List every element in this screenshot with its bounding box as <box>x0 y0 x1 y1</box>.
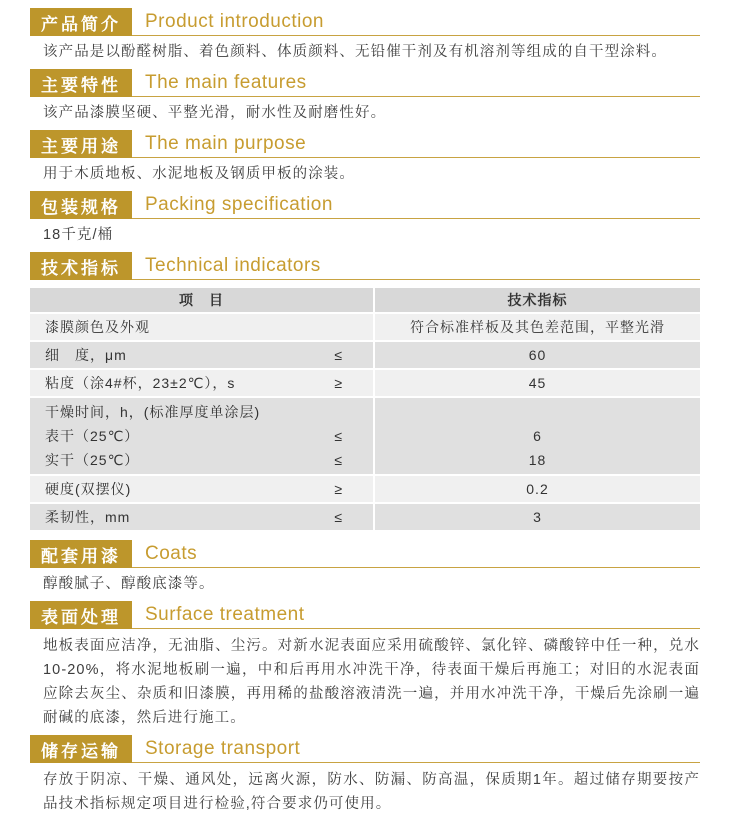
table-row-viscosity <box>30 370 700 396</box>
table-header-item: 项 目 <box>30 288 373 312</box>
section-badge-cn: 产品简介 <box>30 8 132 36</box>
section-title-en: Storage transport <box>145 737 301 759</box>
group-label: 干燥时间，h，(标准厚度单涂层) <box>45 404 261 420</box>
section-title-en: Technical indicators <box>145 254 321 276</box>
row-label: 实干（25℃） <box>45 452 140 468</box>
row-label: 粘度（涂4#杯，23±2℃），s <box>45 375 236 391</box>
section-body-text: 地板表面应洁净，无油脂、尘污。对新水泥表面应采用硫酸锌、氯化锌、磷酸锌中任一种，兑水10-20%，将水泥地板刷一遍，中和后再用水冲洗干净，待表面干燥后再施工；对旧的水泥表面应除去灰尘、杂质和旧漆膜，再用稀的盐酸溶液清洗一遍，并用水冲洗干净，干燥后先涂刷一遍耐碱的底漆，然后进行施工。 <box>43 638 700 726</box>
section-title-en: Packing specification <box>145 193 333 215</box>
row-comparator: ≤ <box>334 452 343 468</box>
section-title-underline <box>132 130 700 158</box>
table-row-fineness <box>30 342 700 368</box>
section-surface-treatment <box>30 601 700 730</box>
section-header <box>30 735 700 763</box>
section-header <box>30 8 700 36</box>
section-title-en: The main purpose <box>145 132 307 154</box>
row-label: 细 度，μm <box>45 347 127 363</box>
row-comparator: ≥ <box>334 481 343 497</box>
row-value: 0.2 <box>375 476 700 502</box>
section-badge-cn: 表面处理 <box>30 601 132 629</box>
section-body-text: 用于木质地板、水泥地板及钢质甲板的涂装。 <box>43 166 355 182</box>
technical-indicators-table <box>30 288 700 530</box>
section-badge-cn: 技术指标 <box>30 252 132 280</box>
table-row-flexibility <box>30 504 700 530</box>
section-title-underline <box>132 8 700 36</box>
row-label: 表干（25℃） <box>45 428 140 444</box>
section-main-purpose <box>30 130 700 184</box>
section-header <box>30 69 700 97</box>
table-row-hardness <box>30 476 700 502</box>
table-row-color-appearance <box>30 314 700 340</box>
section-packing-specification <box>30 191 700 245</box>
row-value: 60 <box>375 342 700 368</box>
section-body-text: 醇酸腻子、醇酸底漆等。 <box>43 576 215 592</box>
section-badge-cn: 配套用漆 <box>30 540 132 568</box>
section-body-text: 该产品漆膜坚硬、平整光滑，耐水性及耐磨性好。 <box>43 105 387 121</box>
row-label: 柔韧性，mm <box>45 509 131 525</box>
section-badge-cn: 包装规格 <box>30 191 132 219</box>
table-header-row <box>30 288 700 312</box>
section-body-text: 18千克/桶 <box>43 227 114 243</box>
section-title-en: Coats <box>145 542 198 564</box>
row-value-empty <box>375 400 700 424</box>
row-value: 符合标准样板及其色差范围，平整光滑 <box>375 314 700 340</box>
section-storage-transport <box>30 735 700 816</box>
row-comparator: ≤ <box>334 347 343 363</box>
section-badge-cn: 主要用途 <box>30 130 132 158</box>
section-title-underline <box>132 69 700 97</box>
section-title-en: Surface treatment <box>145 603 305 625</box>
section-header <box>30 130 700 158</box>
section-main-features <box>30 69 700 123</box>
section-body-text: 该产品是以酚醛树脂、着色颜料、体质颜料、无铅催干剂及有机溶剂等组成的自干型涂料。 <box>43 44 667 60</box>
row-value: 45 <box>375 370 700 396</box>
section-title-underline <box>132 601 700 629</box>
section-title-underline <box>132 735 700 763</box>
section-title-en: The main features <box>145 71 307 93</box>
section-title-underline <box>132 252 700 280</box>
row-label: 漆膜颜色及外观 <box>45 319 150 335</box>
table-row-drying-time-group <box>30 398 700 474</box>
section-header <box>30 191 700 219</box>
row-comparator: ≥ <box>334 375 343 391</box>
table-header-indicator: 技术指标 <box>375 288 700 312</box>
section-title-underline <box>132 191 700 219</box>
section-technical-indicators <box>30 252 700 530</box>
section-body-text: 存放于阴凉、干燥、通风处，远离火源，防水、防漏、防高温，保质期1年。超过储存期要按产品技术指标规定项目进行检验,符合要求仍可使用。 <box>43 772 700 812</box>
section-badge-cn: 储存运输 <box>30 735 132 763</box>
row-comparator: ≤ <box>334 428 343 444</box>
row-label: 硬度(双摆仪) <box>45 481 132 497</box>
row-comparator: ≤ <box>334 509 343 525</box>
row-value: 6 <box>533 428 542 444</box>
section-header <box>30 540 700 568</box>
section-coats <box>30 540 700 594</box>
row-value: 3 <box>375 504 700 530</box>
section-title-underline <box>132 540 700 568</box>
section-badge-cn: 主要特性 <box>30 69 132 97</box>
section-product-introduction <box>30 8 700 62</box>
section-header <box>30 601 700 629</box>
row-value: 18 <box>528 452 547 468</box>
section-title-en: Product introduction <box>145 10 324 32</box>
section-header <box>30 252 700 280</box>
